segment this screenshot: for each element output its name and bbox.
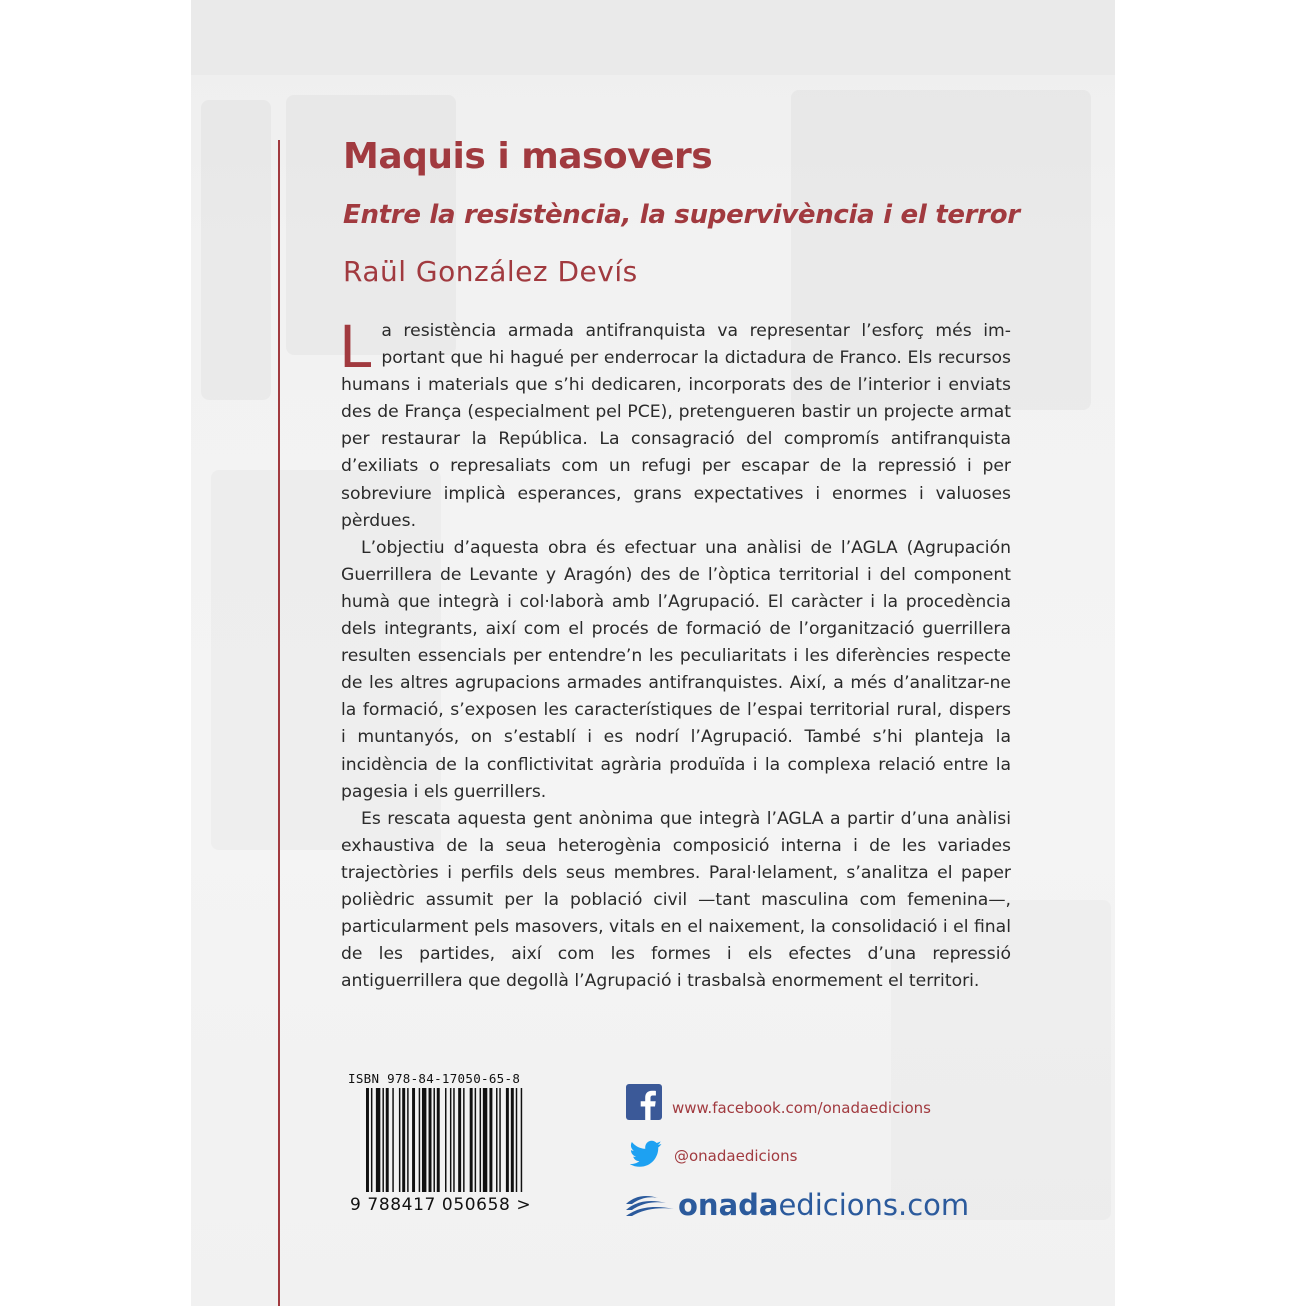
barcode-bar (433, 1088, 434, 1192)
barcode-bar (480, 1088, 481, 1192)
barcode-bar (386, 1088, 389, 1192)
barcode-bar (516, 1088, 517, 1192)
book-author: Raül González Devís (343, 255, 638, 288)
barcode-bar (402, 1088, 405, 1192)
facebook-url[interactable]: www.facebook.com/onadaedicions (672, 1099, 931, 1117)
publisher-name-rest: edicions.com (778, 1188, 970, 1222)
blurb-paragraph-1 (339, 313, 1011, 535)
barcode-bar (450, 1088, 451, 1192)
barcode-bar (422, 1088, 426, 1192)
barcode-bar (475, 1088, 476, 1192)
background-photo-figure (201, 100, 271, 400)
barcode-bar (407, 1088, 408, 1192)
background-photo-strip (191, 0, 1115, 75)
isbn-label: ISBN 978-84-17050-65-8 (348, 1071, 521, 1086)
barcode-bar (499, 1088, 500, 1192)
barcode-bar (412, 1088, 415, 1192)
barcode-bar (445, 1088, 446, 1192)
barcode-bar (496, 1088, 497, 1192)
barcode-bar (429, 1088, 432, 1192)
vertical-accent-rule (278, 140, 280, 1306)
book-subtitle: Entre la resistència, la supervivència i el terror (343, 200, 1020, 230)
blurb-paragraph-3: Es rescata aquesta gent anònima que integrà l’AGLA a partir d’una anàlisi exhaustiva de la seua heterogènia composició interna i de les variades trajectòries i perfils dels seus membres. Paral·lelament, s’analitza el paper polièdric assumit per la població civil —tant masculina com femenina—, particularment pels masovers, vitals en el naixement, la consolidació i el final de les partides, així com les formes i els efectes d’una repressió antiguerrillera que degollà l’Agrupació i trasbalsà enormement el territori. (341, 808, 1011, 992)
barcode (366, 1088, 524, 1192)
barcode-bar (463, 1088, 464, 1192)
barcode-bar (521, 1088, 522, 1192)
twitter-link[interactable] (630, 1140, 797, 1168)
barcode-bar (392, 1088, 393, 1192)
barcode-bar (470, 1088, 473, 1192)
drop-cap: L (339, 313, 372, 381)
book-title: Maquis i masovers (343, 136, 713, 177)
barcode-bar (366, 1088, 369, 1192)
barcode-bar (399, 1088, 400, 1192)
barcode-bar (437, 1088, 440, 1192)
barcode-bar (489, 1088, 492, 1192)
barcode-bar (453, 1088, 454, 1192)
barcode-bar (419, 1088, 420, 1192)
facebook-icon (626, 1084, 662, 1120)
twitter-handle[interactable]: @onadaedicions (674, 1147, 798, 1165)
barcode-bar (506, 1088, 509, 1192)
barcode-bar (511, 1088, 514, 1192)
barcode-bar (483, 1088, 487, 1192)
wave-icon (624, 1190, 676, 1220)
blurb-paragraph-2: L’objectiu d’aquesta obra és efectuar una anàlisi de l’AGLA (Agrupación Guerrillera de Levante y Aragón) des de l’òptica territorial i del component humà que integrà i col·laborà amb l’Agrupació. El caràcter i la procedència dels integrants, així com el procés de formació de l’organització guerrillera resulten essencials per entendre’n les peculiaritats i les diferències respecte de les altres agrupacions armades antifranquistes. Així, a més d’analitzar-ne la formació, s’exposen les característiques de l’espai territorial rural, dispers i muntanyós, on s’establí i es nodrí l’Agrupació. També s’hi planteja la incidència de la conflictivitat agrària produïda i la complexa relació entre la pagesia i els guerrillers. (341, 537, 1011, 802)
blurb (339, 313, 1011, 995)
publisher-name-bold: onada (678, 1188, 779, 1222)
facebook-link[interactable] (626, 1084, 931, 1120)
publisher-logo[interactable] (624, 1188, 969, 1222)
barcode-bar (382, 1088, 383, 1192)
blurb-paragraph-1-text: a resistència armada antifranquista va representar l’esforç més important que hi hagué per enderrocar la dictadura de Franco. Els recursos humans i materials que s’hi dedicaren, incorporats des de l’interior i enviats des de França (especialment pel PCE), pretengueren bastir un projecte armat per restaurar la República. La consagració del compromís antifranquista d’exiliats o represaliats com un refugi per escapar de la repressió i per sobreviure implicà esperances, grans expectatives i enormes i valuoses pèrdues. (341, 321, 1011, 531)
barcode-digits: 9 788417 050658 > (350, 1195, 532, 1215)
barcode-bar (371, 1088, 372, 1192)
barcode-bar (376, 1088, 380, 1192)
barcode-bar (458, 1088, 461, 1192)
twitter-icon (630, 1140, 662, 1168)
